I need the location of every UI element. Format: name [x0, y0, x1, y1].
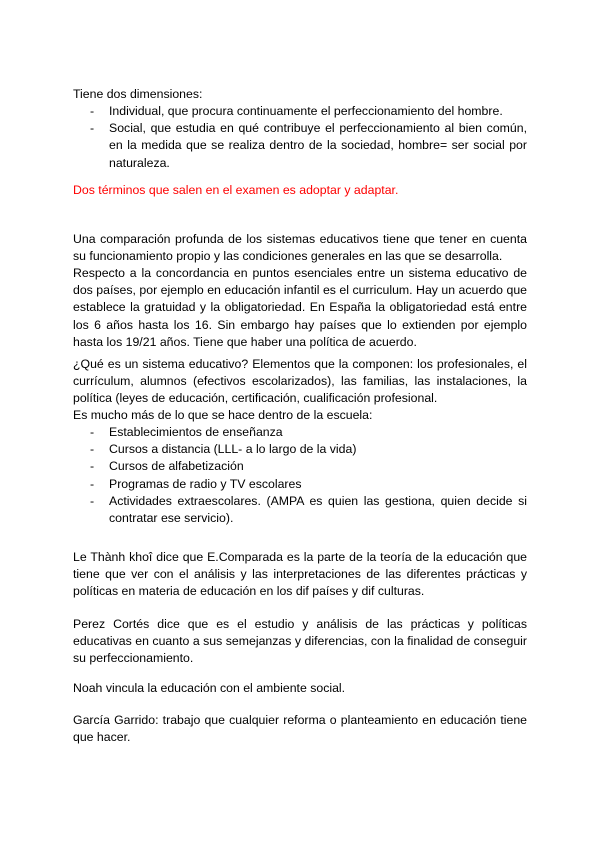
- dash-bullet: -: [90, 493, 95, 508]
- dash-bullet: -: [90, 104, 95, 118]
- dimensions-heading: Tiene dos dimensiones:: [73, 87, 203, 101]
- list-item: - Actividades extraescolares. (AMPA es quien las gestiona, quien decide si contratar ese servicio).: [90, 493, 527, 526]
- system-question-paragraph: ¿Qué es un sistema educativo? Elementos que la componen: los profesionales, el currículum, alumnos (efectivos escolarizados), las familias, las instalaciones, la política (leyes de educación, certificación, cualificación profesional.: [73, 357, 527, 406]
- dash-bullet: -: [90, 442, 95, 457]
- list-item: - Cursos de alfabetización: [73, 458, 527, 475]
- dash-bullet: -: [90, 425, 95, 439]
- school-scope-list: [73, 424, 527, 527]
- dimensions-list: [73, 103, 527, 172]
- garcia-garrido-paragraph: García Garrido: trabajo que cualquier reforma o planteamiento en educación tiene que hacer.: [73, 713, 527, 745]
- noah-paragraph: Noah vincula la educación con el ambiente social.: [73, 681, 346, 695]
- list-item: - Social, que estudia en qué contribuye el perfeccionamiento al bien común, en la medida que se realiza dentro de la sociedad, hombre= ser social por naturaleza.: [90, 121, 527, 170]
- dash-bullet: -: [90, 476, 95, 491]
- list-item: - Individual, que procura continuamente el perfeccionamiento del hombre.: [73, 103, 527, 120]
- exam-terms-note: Dos términos que salen en el examen es adoptar y adaptar.: [73, 183, 399, 197]
- list-item: - Cursos a distancia (LLL- a lo largo de la vida): [73, 441, 527, 458]
- list-item: - Establecimientos de enseñanza: [73, 424, 527, 441]
- le-thanh-khoi-paragraph: Le Thành khoî dice que E.Comparada es la parte de la teoría de la educación que tiene que ver con el análisis y las interpretaciones de las diferentes prácticas y políticas en materia de educación en los dif países y dif culturas.: [73, 550, 527, 599]
- perez-cortes-paragraph: Perez Cortés dice que es el estudio y análisis de las prácticas y políticas educativas en cuanto a sus semejanzas y diferencias, con la finalidad de conseguir su perfeccionamiento.: [73, 617, 527, 666]
- dash-bullet: -: [90, 459, 95, 474]
- school-scope-line: Es mucho más de lo que se hace dentro de la escuela:: [73, 408, 373, 422]
- list-item: - Programas de radio y TV escolares: [73, 476, 527, 493]
- concordance-paragraph: Respecto a la concordancia en puntos esenciales entre un sistema educativo de dos países, por ejemplo en educación infantil es el curriculum. Hay un acuerdo que establece la gratuidad y la obligatoriedad. En España la obligatoriedad está entre los 6 años hasta los 16. Sin embargo hay países que lo extienden por ejemplo hasta los 19/21 años. Tiene que haber una política de acuerdo.: [73, 266, 527, 349]
- dash-bullet: -: [90, 121, 95, 136]
- comparison-paragraph: Una comparación profunda de los sistemas educativos tiene que tener en cuenta su funcionamiento propio y las condiciones generales en las que se desarrolla.: [73, 232, 527, 264]
